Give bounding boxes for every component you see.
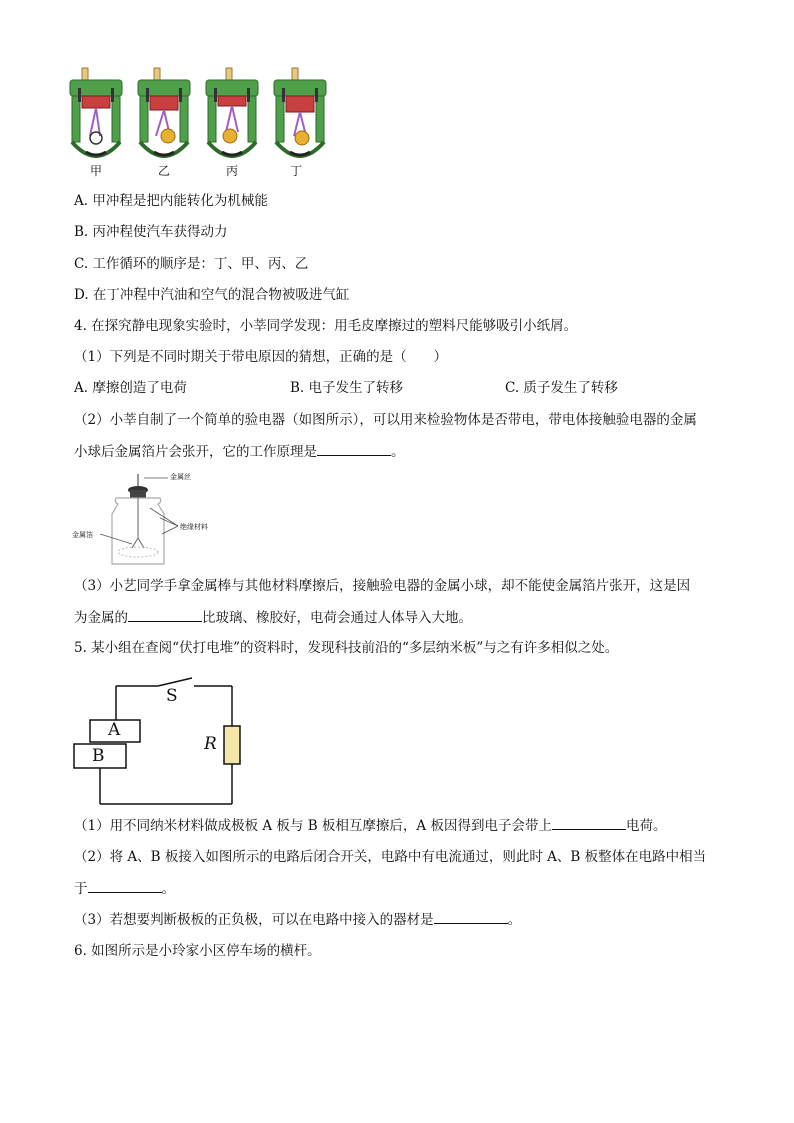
q4-part2-end: 。 [391, 444, 405, 460]
q4-part3-line1: （3）小艺同学手拿金属棒与其他材料摩擦后，接触验电器的金属小球，却不能使金属箔片张开，这是因 [74, 578, 691, 594]
caption-bing: 丙 [226, 164, 239, 178]
caption-ding: 丁 [290, 164, 303, 178]
q3-option-d: D. 在丁冲程中汽油和空气的混合物被吸进气缸 [74, 287, 350, 303]
label-plate-a: A [108, 720, 121, 740]
q4-part2-line1: （2）小莘自制了一个简单的验电器（如图所示），可以用来检验物体是否带电，带电体接触验电器的金属 [74, 412, 697, 428]
answer-blank[interactable] [434, 909, 508, 924]
q5-part3-text-a: （3）若想要判断极板的正负极，可以在电路中接入的器材是 [74, 912, 434, 928]
answer-blank[interactable] [128, 607, 202, 622]
caption-yi: 乙 [158, 164, 171, 178]
q5-part2-line2 [74, 878, 175, 899]
q4-part1: （1）下列是不同时期关于带电原因的猜想，正确的是（ ） [74, 349, 448, 365]
q5-stem: 5. 某小组在查阅“伏打电堆”的资料时，发现科技前沿的“多层纳米板”与之有许多相似之处。 [74, 640, 619, 656]
q5-part1-text-a: （1）用不同纳米材料做成极板 A 板与 B 板相互摩擦后，A 板因得到电子会带上 [74, 818, 552, 834]
circuit-figure [70, 676, 250, 808]
q3-option-c: C. 工作循环的顺序是：丁、甲、丙、乙 [74, 256, 309, 272]
q3-option-b: B. 丙冲程使汽车获得动力 [74, 224, 228, 240]
electroscope-figure [70, 472, 230, 572]
q5-part1-text-b: 电荷。 [625, 818, 667, 834]
answer-blank[interactable] [552, 815, 626, 830]
q5-part2-line1: （2）将 A、B 板接入如图所示的电路后闭合开关，电路中有电流通过，则此时 A、B 板整体在电路中相当 [74, 849, 707, 865]
q5-part3-text-b: 。 [507, 912, 522, 928]
answer-blank[interactable] [88, 878, 162, 893]
label-insulator: 绝缘材料 [180, 523, 208, 531]
q4-part3-line2 [74, 607, 472, 628]
q3-option-a: A. 甲冲程是把内能转化为机械能 [74, 193, 268, 209]
label-metal-wire: 金属丝 [170, 473, 191, 481]
q4-option-c: C. 质子发生了转移 [505, 380, 618, 396]
answer-blank[interactable] [317, 441, 391, 456]
label-metal-foil: 金属箔 [72, 531, 93, 539]
q4-option-b: B. 电子发生了转移 [290, 380, 404, 396]
q4-part3-text-b: 比玻璃、橡胶好，电荷会通过人体导入大地。 [202, 610, 472, 626]
label-plate-b: B [92, 746, 105, 766]
q5-part2-text-b: 。 [161, 881, 175, 897]
q5-part1 [74, 815, 666, 836]
label-switch-s: S [166, 686, 178, 706]
label-resistor-r: R [204, 734, 217, 754]
q4-stem: 4. 在探究静电现象实验时，小莘同学发现：用毛皮摩擦过的塑料尺能够吸引小纸屑。 [74, 318, 578, 334]
q4-option-a: A. 摩擦创造了电荷 [74, 380, 187, 396]
q5-part3 [74, 909, 521, 930]
q5-part2-text-a: 于 [74, 881, 88, 897]
caption-jia: 甲 [90, 164, 103, 178]
q6-stem: 6. 如图所示是小玲家小区停车场的横杆。 [74, 943, 321, 959]
q4-part2-line2 [74, 441, 405, 462]
q4-part3-text-a: 为金属的 [74, 610, 128, 626]
q4-part2-text: 小球后金属箔片会张开，它的工作原理是 [74, 444, 317, 460]
